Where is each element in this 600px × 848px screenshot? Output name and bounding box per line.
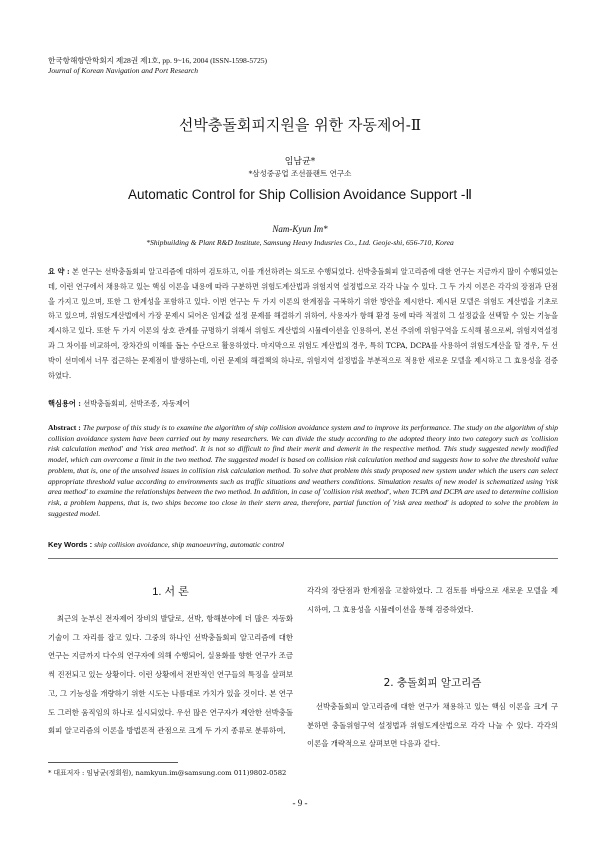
journal-name: Journal of Korean Navigation and Port Research: [48, 66, 199, 75]
abstract-english: [48, 423, 558, 519]
footnote-divider: [48, 762, 178, 763]
keywords-korean-label: 핵심용어 :: [48, 399, 81, 408]
keywords-korean: [48, 399, 558, 409]
abstract-korean-label: 요 약 :: [48, 267, 70, 276]
section-2-paragraph: 선박충돌회피 알고리즘에 대한 연구가 채용하고 있는 핵심 이론을 크게 구분하면 충돌위험구역 설정법과 위험도계산법으로 각각 나눌 수 있다. 각각의 이론을 개략적으로 살펴보면 다음과 같다.: [307, 702, 558, 748]
continuation-paragraph: 각각의 장단점과 한계점을 고찰하였다. 그 검토를 바탕으로 새로운 모델을 제시하여, 그 효용성을 시뮬레이션을 통해 검증하였다.: [307, 586, 558, 614]
page-number: - 9 -: [292, 798, 308, 808]
author-name-english: Nam-Kyun Im*: [272, 224, 328, 234]
abstract-korean-text: 본 연구는 선박충돌회피 알고리즘에 대하여 검토하고, 이를 개선하려는 의도로 수행되었다. 선박충돌회피 알고리즘에 대한 연구는 지금까지 많이 수행되었는데, 이런 연구에서 채용하고 있는 핵심 이론을 내용에 따라 구분하면 위험도계산법과 위험지역 설정법으로 각각 나눌 수 있다. 그 두 가지 이론은 각각의 장점과 단점을 가지고 있으며, 또한 그 한계성을 포함하고 있다. 이번 연구는 두 가지 이론의 한계점을 극복하기 위한 방안을 제시한다. 제시된 모델은 위험도 계산법을 기초로 하고 있으며, 위험도계산법에서 가장 문제시 되어온 임계값 설정 문제를 해결하기 위하여, 사용자가 항해 환경 등에 따라 적절히 그 설정값을 선택할 수 있는 기능을 제시하고 있다. 또한 두 가지 이론의 상호 관계를 규명하기 위해서 위험도 계산법의 시뮬레이션을 인용하여, 본선 주위에 위험구역을 도식해 봄으로써, 위험지역설정과 그 차이를 비교하여, 장차간의 이해를 돕는 수단으로 활용하였다. 마지막으로 위험도 계산법의 경우, 특히 TCPA, DCPA를 사용하여 위험도계산을 할 경우, 두 선박이 선미에서 너무 접근하는 문제점이 발생하는데, 이런 문제의 해결책의 하나로, 위험지역 설정법을 부분적으로 적용한 새로운 모델을 제시하고 그 효용성을 검증하였다.: [48, 267, 558, 380]
author-name-korean: 임남균*: [284, 157, 316, 167]
section-1-paragraph: 최근의 눈부신 전자제어 장비의 발달로, 선박, 항해분야에 더 많은 자동화 기술이 그 자리를 잡고 있다. 그중의 하나인 선박충돌회피 알고리즘에 대한 연구는 지금까지 다수의 연구자에 의해 수행되어, 실용화를 향한 연구가 조금씩 진전되고 있는 상황이다. 이런 상황에서 전반적인 연구들의 특징을 살펴보고, 그 기능성을 개량하기 위한 시도는 나름대로 가치가 있을 것이다. 본 연구도 그러한 움직임의 하나로 실시되었다. 우선 많은 연구자가 제안한 선박충돌회피 알고리즘의 이론을 방법론적 관점으로 크게 두 가지 종류로 분류하여,: [48, 614, 293, 736]
section-1-heading: 1. 서 론: [152, 586, 189, 598]
footnote: * 대표저자 : 임남균(정회원), namkyun.im@samsung.com 011)9802-0582: [48, 769, 287, 777]
affiliation-korean: *삼성중공업 조선플랜트 연구소: [248, 169, 352, 178]
abstract-english-text: The purpose of this study is to examine the algorithm of ship collision avoidance system and to improve its performance. The study on the algorithm of ship collision avoidance system have been carried out by many researchers. We can divide the study according to the adopted theory into two category such as 'collision risk calculation method' and 'risk area method'. It is not so difficult to find their merit and demerit in the respective method. This study suggested newly modified model, which can overcome a limit in the two method. The suggested model is based on collision risk calculation method and suggests how to solve the threshold value problem, that is, one of the unsolved issues in collision risk calculation method. To solve that problem this study proposed new system under which the users can select appropriate threshold value according to environments such as traffic situations and weathers conditions. Simulation results of new model is schematized using 'risk area method' to examine the relationships between the two method. In addition, in case of 'collision risk method', when TCPA and DCPA are used to determine collision risk, a problem happens, that is, two ships become too close in their stern area, therefore, partial function of 'risk area method' is adopted to solve the problem in suggested model.: [48, 423, 559, 518]
abstract-korean: [48, 265, 558, 383]
abstract-english-label: Abstract :: [48, 423, 81, 432]
section-2-heading: 2. 충돌회피 알고리즘: [383, 677, 482, 689]
right-column-continuation: [307, 582, 558, 619]
affiliation-english: *Shipbuilding & Plant R&D Institute, Samsung Heavy Indusries Co., Ltd. Geoje-shi, 656-710, Korea: [146, 238, 454, 247]
section-1-body: [48, 610, 293, 741]
keywords-korean-text: 선박충돌회피, 선박조종, 자동제어: [83, 399, 190, 408]
keywords-english-text: ship collision avoidance, ship manoeuvring, automatic control: [94, 540, 285, 549]
paper-title-korean: 선박충돌회피지원을 위한 자동제어-Ⅱ: [178, 116, 422, 134]
keywords-english: [48, 540, 558, 549]
keywords-english-label: Key Words :: [48, 540, 93, 549]
section-2-body: [307, 698, 558, 754]
paper-title-english: Automatic Control for Ship Collision Avoidance Support -Ⅱ: [127, 187, 473, 202]
journal-citation: 한국항해항만학회지 제28권 제1호, pp. 9~16, 2004 (ISSN-1598-5725): [48, 56, 268, 65]
section-divider: [48, 558, 558, 559]
